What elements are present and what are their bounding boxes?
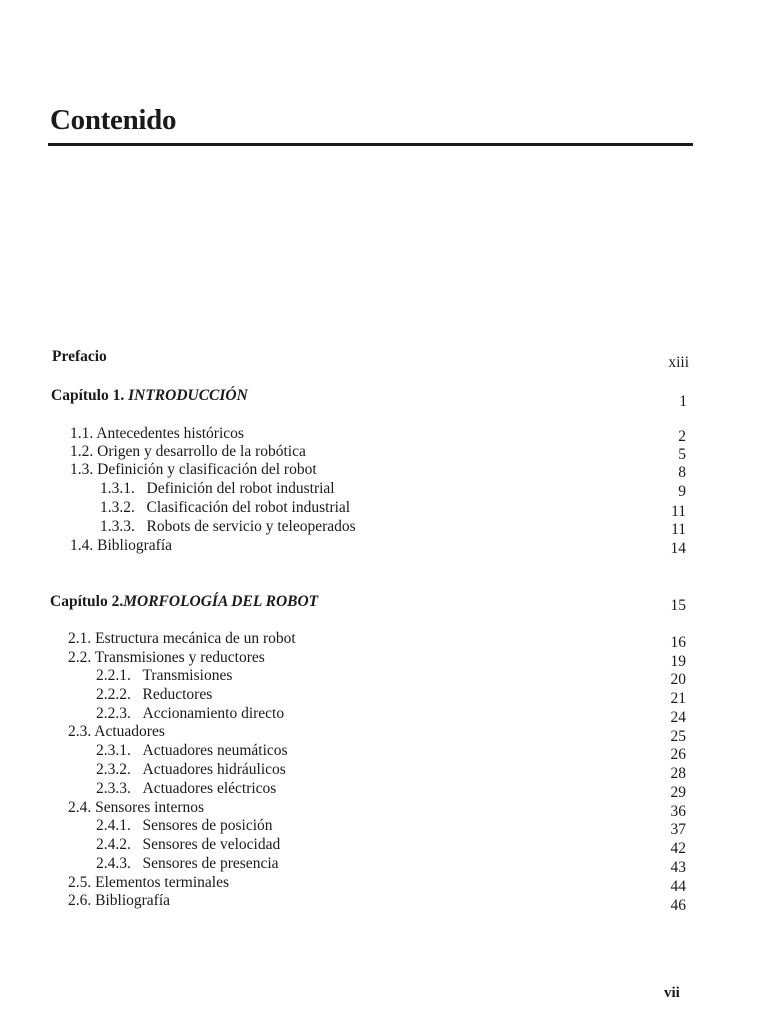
- toc-entry: 1.4. Bibliografía: [70, 537, 173, 554]
- toc-subentry: 2.4.3. Sensores de presencia: [96, 855, 279, 872]
- chapter-prefix: Capítulo 2.: [50, 593, 124, 610]
- toc-subentry: 2.3.2. Actuadores hidráulicos: [96, 761, 286, 778]
- toc-entry-page: 5: [678, 446, 686, 463]
- chapter-prefix: Capítulo 1.: [51, 387, 125, 404]
- toc-subentry: 1.3.3. Robots de servicio y teleoperados: [100, 518, 356, 535]
- toc-subentry: 2.2.1. Transmisiones: [96, 667, 233, 684]
- toc-chapter-1-page: 1: [679, 393, 687, 410]
- page-title: Contenido: [50, 104, 177, 136]
- title-rule: [48, 143, 693, 146]
- toc-entry: 2.6. Bibliografía: [68, 892, 171, 909]
- toc-entry-page: 2: [678, 428, 686, 445]
- toc-subentry: 2.2.3. Accionamiento directo: [96, 705, 285, 722]
- toc-subentry: 1.3.1. Definición del robot industrial: [100, 480, 335, 497]
- toc-entry-page: 14: [670, 540, 686, 557]
- toc-entry: 1.3. Definición y clasificación del robot: [70, 461, 317, 478]
- toc-entry-page: 46: [670, 897, 686, 914]
- chapter-name: MORFOLOGÍA DEL ROBOT: [123, 593, 319, 610]
- toc-subentry: 2.4.2. Sensores de velocidad: [96, 836, 281, 853]
- toc-subentry: 2.3.1. Actuadores neumáticos: [96, 742, 288, 759]
- toc-subentry-page: 11: [671, 503, 686, 520]
- toc-subentry: 2.4.1. Sensores de posición: [96, 817, 273, 834]
- toc-subentry-page: 29: [670, 784, 686, 801]
- toc-chapter-1: [51, 387, 248, 405]
- toc-entry-page: 16: [670, 634, 686, 651]
- toc-subentry: 2.2.2. Reductores: [96, 686, 213, 703]
- toc-subentry-page: 26: [670, 746, 686, 763]
- toc-chapter-2-page: 15: [670, 597, 686, 614]
- page-number: vii: [664, 985, 680, 1001]
- toc-entry-page: 8: [678, 464, 686, 481]
- toc-entry: 2.3. Actuadores: [68, 723, 165, 740]
- toc-subentry-page: 43: [670, 859, 686, 876]
- toc-subentry-page: 11: [671, 521, 686, 538]
- toc-subentry-page: 20: [670, 671, 686, 688]
- toc-entry: 2.4. Sensores internos: [68, 799, 205, 816]
- toc-subentry-page: 24: [670, 709, 686, 726]
- toc-subentry: 1.3.2. Clasificación del robot industrial: [100, 499, 351, 516]
- toc-preface-page: xiii: [668, 354, 689, 371]
- toc-entry-page: 44: [670, 878, 686, 895]
- toc-subentry-page: 21: [670, 690, 686, 707]
- toc-entry-page: 19: [670, 653, 686, 670]
- toc-entry: 2.2. Transmisiones y reductores: [68, 649, 265, 666]
- chapter-name: INTRODUCCIÓN: [128, 387, 248, 404]
- toc-preface-label: Prefacio: [52, 348, 107, 365]
- toc-subentry-page: 9: [678, 483, 686, 500]
- toc-subentry-page: 28: [670, 765, 686, 782]
- toc-subentry: 2.3.3. Actuadores eléctricos: [96, 780, 277, 797]
- toc-entry: 1.2. Origen y desarrollo de la robótica: [70, 443, 306, 460]
- toc-subentry-page: 37: [670, 821, 686, 838]
- toc-subentry-page: 42: [670, 840, 686, 857]
- toc-entry: 2.5. Elementos terminales: [68, 874, 229, 891]
- toc-entry-page: 36: [670, 803, 686, 820]
- toc-entry-page: 25: [670, 728, 686, 745]
- toc-chapter-2: [50, 593, 318, 611]
- toc-entry: 1.1. Antecedentes históricos: [70, 425, 244, 442]
- toc-entry: 2.1. Estructura mecánica de un robot: [68, 630, 296, 647]
